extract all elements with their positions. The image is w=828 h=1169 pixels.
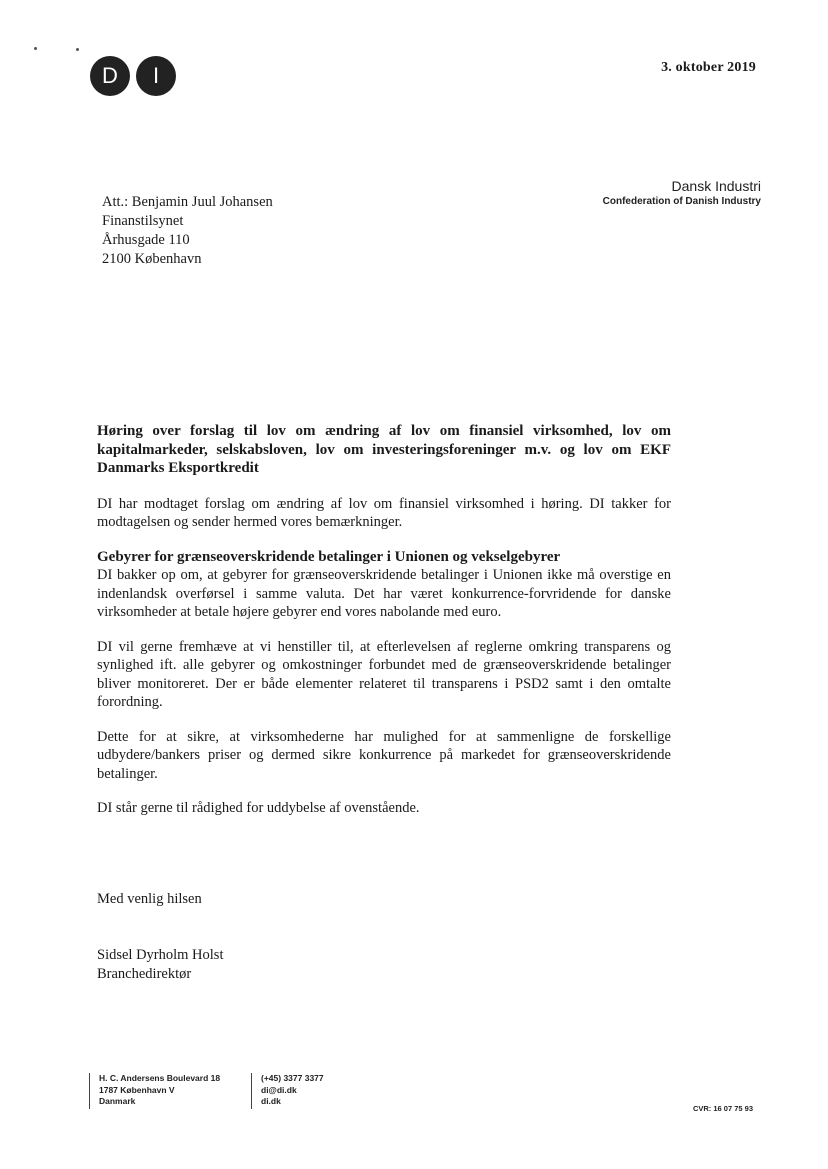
logo-letter-i: I (136, 56, 176, 96)
footer-country: Danmark (99, 1096, 136, 1106)
recipient-address (102, 193, 273, 269)
recipient-city: 2100 København (102, 251, 202, 267)
footer-website[interactable]: di.dk (261, 1096, 281, 1106)
section-title: Gebyrer for grænseoverskridende betalinger i Unionen og vekselgebyrer (97, 548, 561, 565)
body-paragraph: Dette for at sikre, at virksomhederne har mulighed for at sammenligne de forskellige udbydere/bankers priser og dermed sikre konkurrence på markedet for grænseoverskridende betalinger. (97, 728, 671, 782)
intro-paragraph: DI har modtaget forslag om ændring af lov om finansiel virksomhed i høring. DI takker for modtagelsen og sender hermed vores bemærkninger. (97, 495, 671, 530)
letter-date: 3. oktober 2019 (661, 60, 756, 75)
body-paragraph: DI står gerne til rådighed for uddybelse af ovenstående. (97, 800, 420, 816)
body-paragraph: DI bakker op om, at gebyrer for grænseoverskridende betalinger i Unionen ikke må overstige en indenlandsk overførsel i samme valuta. Det har været konkurrence-forvridende for danske virksomheder at betale højere gebyrer end vores nabolande med euro. (97, 567, 671, 620)
recipient-attention: Att.: Benjamin Juul Johansen (102, 194, 273, 210)
organization-name: Dansk Industri (671, 178, 761, 194)
signature-block (97, 946, 223, 984)
footer-email[interactable]: di@di.dk (261, 1084, 297, 1095)
footer-divider (251, 1073, 252, 1109)
di-logo (90, 56, 176, 96)
body-paragraph: DI vil gerne fremhæve at vi henstiller til, at efterlevelsen af reglerne omkring transparens og synlighed ift. alle gebyrer og omkostninger forbundet med de grænseoverskridende betalinger bliver monitoreret. Der er både elementer relateret til transparens i PSD2 samt i den omtalte forordning. (97, 638, 671, 710)
footer-divider (89, 1073, 90, 1109)
logo-letter-d: D (90, 56, 130, 96)
closing-salutation: Med venlig hilsen (97, 891, 202, 907)
letter-body (97, 422, 671, 834)
footer-city: 1787 København V (99, 1084, 175, 1095)
scan-speck (76, 48, 79, 51)
footer-contact (261, 1073, 324, 1108)
organization-block (603, 177, 761, 209)
organization-name-en: Confederation of Danish Industry (602, 196, 761, 207)
footer-cvr: CVR: 16 07 75 93 (692, 1104, 753, 1113)
footer-phone[interactable]: (+45) 3377 3377 (261, 1073, 324, 1083)
letter-heading: Høring over forslag til lov om ændring af lov om finansiel virksomhed, lov om kapitalmarkeder, selskabsloven, lov om investeringsforeninger m.v. og lov om EKF Danmarks Eksportkredit (97, 423, 671, 476)
signer-name: Sidsel Dyrholm Holst (97, 947, 224, 963)
scan-speck (34, 47, 37, 50)
footer-address (99, 1073, 220, 1108)
signer-title: Branchedirektør (97, 966, 192, 982)
recipient-organization: Finanstilsynet (102, 213, 184, 229)
footer-street: H. C. Andersens Boulevard 18 (99, 1073, 221, 1083)
recipient-street: Århusgade 110 (102, 232, 190, 248)
